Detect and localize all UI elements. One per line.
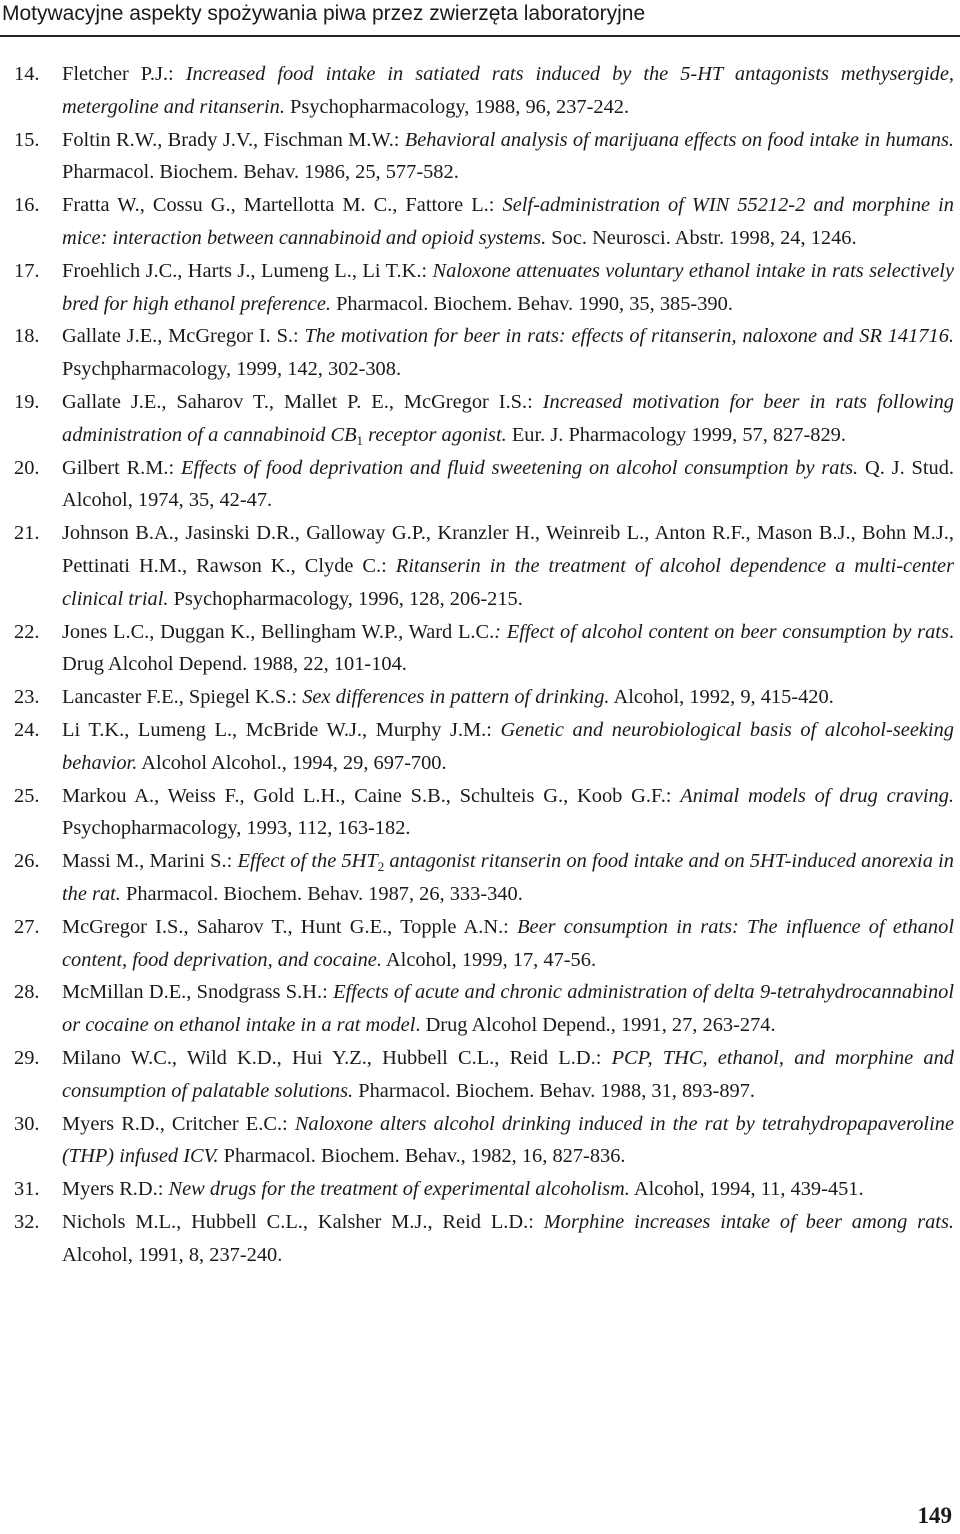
reference-item — [0, 1108, 960, 1174]
reference-item — [0, 911, 960, 977]
reference-item — [0, 714, 960, 780]
reference-title: Morphine increases intake of beer among rats. — [543, 1210, 954, 1233]
reference-item — [0, 681, 960, 714]
reference-item — [0, 452, 960, 518]
reference-number: 17. — [14, 259, 40, 282]
reference-authors: Myers R.D.: — [62, 1178, 169, 1201]
reference-item — [0, 189, 960, 255]
reference-item — [0, 386, 960, 452]
reference-title: Increased motivation for beer in rats following administration of a cannabinoid CB — [62, 390, 954, 446]
reference-source: Alcohol, 1991, 8, 237-240. — [62, 1243, 283, 1266]
reference-authors: Li T.K., Lumeng L., McBride W.J., Murphy J.M.: — [62, 718, 501, 741]
reference-source: Psychopharmacology, 1996, 128, 206-215. — [168, 587, 523, 610]
reference-source: Alcohol Alcohol., 1994, 29, 697-700. — [137, 751, 447, 774]
reference-authors: McGregor I.S., Saharov T., Hunt G.E., Topple A.N.: — [62, 915, 518, 938]
reference-number: 26. — [14, 850, 40, 873]
reference-authors: Markou A., Weiss F., Gold L.H., Caine S.B., Schulteis G., Koob G.F.: — [62, 784, 681, 807]
reference-title: Self-administration of WIN 55212-2 and morphine in mice: interaction between cannabinoid and opioid systems. — [62, 194, 954, 249]
reference-source: Alcohol, 1999, 17, 47-56. — [381, 948, 597, 971]
reference-title: Naloxone alters alcohol drinking induced in the rat by tetrahydropapaveroline (THP) infused ICV. — [62, 1112, 954, 1168]
reference-authors: Nichols M.L., Hubbell C.L., Kalsher M.J., Reid L.D.: — [62, 1210, 544, 1233]
reference-authors: Massi M., Marini S.: — [62, 850, 238, 873]
reference-title: : Effect of alcohol content on beer consumption by rats — [494, 620, 949, 643]
reference-number: 27. — [14, 915, 40, 938]
reference-source: Eur. J. Pharmacology 1999, 57, 827-829. — [506, 423, 846, 446]
running-header: Motywacyjne aspekty spożywania piwa przez zwierzęta laboratoryjne — [2, 2, 646, 25]
reference-number: 19. — [14, 390, 40, 413]
reference-number: 20. — [14, 456, 40, 479]
reference-source: Alcohol, 1994, 11, 439-451. — [629, 1178, 864, 1201]
reference-title-continued: antagonist ritanserin on food intake and on 5HT-induced anorexia in the rat. — [62, 850, 954, 905]
reference-number: 25. — [14, 784, 40, 807]
reference-item — [0, 58, 960, 124]
reference-item — [0, 1042, 960, 1108]
reference-title: Behavioral analysis of marijuana effects on food intake in humans. — [404, 128, 954, 151]
reference-item — [0, 845, 960, 911]
reference-number: 30. — [14, 1112, 40, 1135]
reference-authors: Foltin R.W., Brady J.V., Fischman M.W.: — [62, 128, 405, 151]
subscript: 1 — [356, 432, 364, 448]
reference-authors: Johnson B.A., Jasinski D.R., Galloway G.P., Kranzler H., Weinreib L., Anton R.F., Mason B.J., Bohn M.J., Pettinati H.M., Rawson K., Clyde C.: — [62, 522, 954, 577]
reference-title: Effects of acute and chronic administration of delta 9-tetrahydrocannabinol or cocaine on ethanol intake in a rat model — [62, 981, 954, 1037]
reference-title: Animal models of drug craving. — [680, 784, 955, 807]
reference-title: Sex differences in pattern of drinking. — [302, 686, 610, 709]
reference-item — [0, 1173, 960, 1206]
reference-number: 28. — [14, 981, 40, 1004]
reference-authors: Froehlich J.C., Harts J., Lumeng L., Li T.K.: — [62, 259, 433, 282]
reference-title: Naloxone attenuates voluntary ethanol intake in rats selectively bred for high ethanol preference. — [62, 259, 955, 315]
reference-number: 14. — [14, 63, 40, 85]
reference-source: Alcohol, 1992, 9, 415-420. — [609, 686, 834, 709]
reference-authors: Gilbert R.M.: — [62, 456, 182, 479]
reference-item — [0, 616, 960, 682]
reference-item — [0, 976, 960, 1042]
reference-source: Pharmacol. Biochem. Behav. 1986, 25, 577-582. — [62, 161, 459, 184]
reference-number: 18. — [14, 325, 40, 348]
reference-source: Psychpharmacology, 1999, 142, 302-308. — [62, 358, 402, 381]
reference-title: Ritanserin in the treatment of alcohol dependence a multi-center clinical trial. — [62, 554, 955, 610]
reference-number: 21. — [14, 522, 40, 545]
reference-source: . Drug Alcohol Depend. 1988, 22, 101-104. — [62, 620, 955, 676]
reference-number: 15. — [14, 128, 40, 151]
reference-authors: Gallate J.E., Saharov T., Mallet P. E., McGregor I.S.: — [62, 390, 543, 413]
reference-item — [0, 780, 960, 846]
reference-number: 32. — [14, 1210, 40, 1233]
subscript: 2 — [377, 859, 385, 875]
reference-title: The motivation for beer in rats: effects of ritanserin, naloxone and SR 141716. — [304, 325, 954, 348]
reference-source: . Drug Alcohol Depend., 1991, 27, 263-274. — [415, 1014, 776, 1037]
reference-authors: Lancaster F.E., Spiegel K.S.: — [62, 686, 303, 709]
reference-source: Psychopharmacology, 1993, 112, 163-182. — [62, 817, 411, 840]
reference-authors: Milano W.C., Wild K.D., Hui Y.Z., Hubbell C.L., Reid L.D.: — [62, 1046, 612, 1069]
reference-source: Pharmacol. Biochem. Behav. 1987, 26, 333-340. — [120, 882, 523, 905]
reference-source: Psychopharmacology, 1988, 96, 237-242. — [284, 95, 630, 118]
reference-source: Pharmacol. Biochem. Behav. 1990, 35, 385-390. — [330, 292, 733, 315]
reference-title-continued: receptor agonist. — [363, 423, 507, 446]
reference-item — [0, 255, 960, 321]
reference-title: Effects of food deprivation and fluid sweetening on alcohol consumption by rats. — [181, 456, 859, 479]
reference-source: Pharmacol. Biochem. Behav. 1988, 31, 893-897. — [353, 1079, 756, 1102]
reference-item — [0, 320, 960, 386]
reference-authors: Gallate J.E., McGregor I. S.: — [62, 325, 305, 348]
reference-number: 31. — [14, 1178, 40, 1201]
reference-authors: Fratta W., Cossu G., Martellotta M. C., Fattore L.: — [62, 194, 503, 217]
reference-source: Pharmacol. Biochem. Behav., 1982, 16, 827-836. — [218, 1145, 626, 1168]
reference-number: 23. — [14, 686, 40, 709]
reference-title: Genetic and neurobiological basis of alcohol-seeking behavior. — [62, 718, 954, 774]
reference-title: PCP, THC, ethanol, and morphine and consumption of palatable solutions. — [62, 1046, 954, 1102]
reference-authors: Myers R.D., Critcher E.C.: — [62, 1112, 295, 1135]
reference-item — [0, 124, 960, 190]
header-divider — [0, 35, 960, 37]
reference-number: 16. — [14, 194, 40, 217]
reference-title: Effect of the 5HT — [237, 850, 378, 873]
reference-item — [0, 517, 960, 615]
reference-source: Q. J. Stud. Alcohol, 1974, 35, 42-47. — [62, 456, 954, 512]
reference-source: Soc. Neurosci. Abstr. 1998, 24, 1246. — [546, 226, 857, 249]
reference-title: New drugs for the treatment of experimental alcoholism. — [168, 1178, 630, 1201]
page-number: 149 — [917, 1503, 952, 1528]
reference-list — [0, 58, 960, 1271]
reference-number: 22. — [14, 620, 40, 643]
reference-title: Increased food intake in satiated rats induced by the 5-HT antagonists methysergide, metergoline and ritanserin. — [62, 63, 954, 118]
reference-authors: Jones L.C., Duggan K., Bellingham W.P., Ward L.C. — [62, 620, 495, 643]
reference-item — [0, 1206, 960, 1272]
reference-authors: McMillan D.E., Snodgrass S.H.: — [62, 981, 334, 1004]
reference-authors: Fletcher P.J.: — [62, 63, 186, 85]
reference-number: 24. — [14, 718, 40, 741]
reference-title: Beer consumption in rats: The influence of ethanol content, food deprivation, and cocaine. — [62, 915, 954, 971]
reference-number: 29. — [14, 1046, 40, 1069]
